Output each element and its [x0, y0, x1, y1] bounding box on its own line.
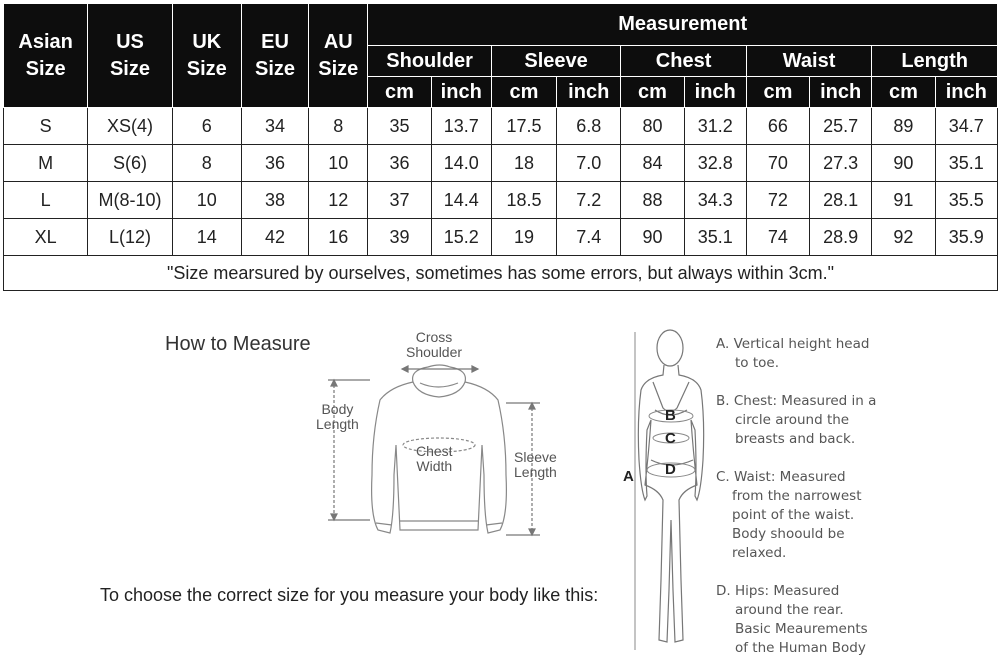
table-cell: 36 [368, 145, 431, 182]
header-length: Length [872, 46, 998, 77]
unit-cm: cm [872, 77, 935, 108]
header-uk-size: UK Size [172, 4, 241, 108]
table-cell: 19 [491, 219, 556, 256]
table-cell: 12 [309, 182, 368, 219]
unit-cm: cm [746, 77, 809, 108]
header-measurement: Measurement [368, 4, 998, 46]
table-row [4, 108, 998, 145]
table-cell: 39 [368, 219, 431, 256]
table-cell: 6.8 [557, 108, 621, 145]
table-cell: 66 [746, 108, 809, 145]
unit-cm: cm [368, 77, 431, 108]
table-cell: 14 [172, 219, 241, 256]
header-eu-size: EU Size [241, 4, 308, 108]
table-cell: 35 [368, 108, 431, 145]
marker-c: C [665, 430, 676, 447]
table-cell: 80 [621, 108, 684, 145]
table-cell: 14.4 [431, 182, 491, 219]
table-cell: 36 [241, 145, 308, 182]
table-cell: 25.7 [810, 108, 872, 145]
marker-b: B [665, 407, 676, 424]
measure-instruction: To choose the correct size for you measure your body like this: [100, 585, 599, 605]
body-figure [615, 320, 715, 660]
table-cell: 74 [746, 219, 809, 256]
marker-d: D [665, 461, 676, 478]
unit-cm: cm [621, 77, 684, 108]
table-cell: 37 [368, 182, 431, 219]
table-cell: 28.1 [810, 182, 872, 219]
table-header [4, 4, 998, 108]
table-cell: 92 [872, 219, 935, 256]
table-cell: 31.2 [684, 108, 746, 145]
table-row [4, 219, 998, 256]
label-chest-width: Chest Width [416, 443, 453, 474]
table-cell: 16 [309, 219, 368, 256]
table-cell: 17.5 [491, 108, 556, 145]
table-cell: 6 [172, 108, 241, 145]
table-cell: 28.9 [810, 219, 872, 256]
header-us-size: US Size [88, 4, 172, 108]
table-cell: 27.3 [810, 145, 872, 182]
table-cell: 18.5 [491, 182, 556, 219]
table-cell: 89 [872, 108, 935, 145]
description-a: A. Vertical height head to toe. [716, 336, 870, 371]
table-cell: 34.7 [935, 108, 997, 145]
table-cell: 18 [491, 145, 556, 182]
size-chart-table [3, 3, 998, 291]
table-cell: 10 [172, 182, 241, 219]
table-cell: 90 [621, 219, 684, 256]
unit-inch: inch [431, 77, 491, 108]
table-cell: 38 [241, 182, 308, 219]
table-cell: 35.9 [935, 219, 997, 256]
table-cell: 7.2 [557, 182, 621, 219]
table-cell: S(6) [88, 145, 172, 182]
table-cell: 91 [872, 182, 935, 219]
table-cell: XS(4) [88, 108, 172, 145]
table-row [4, 182, 998, 219]
label-sleeve-length: Sleeve Length [514, 449, 557, 480]
table-cell: 70 [746, 145, 809, 182]
table-cell: 10 [309, 145, 368, 182]
header-asian-size: Asian Size [4, 4, 88, 108]
table-cell: 7.0 [557, 145, 621, 182]
table-cell: 35.1 [684, 219, 746, 256]
table-note-row [4, 256, 998, 291]
table-cell: 84 [621, 145, 684, 182]
table-cell: 34.3 [684, 182, 746, 219]
label-body-length: Body Length [316, 401, 359, 432]
table-cell: 72 [746, 182, 809, 219]
header-chest: Chest [621, 46, 746, 77]
table-cell: 88 [621, 182, 684, 219]
marker-a: A [623, 468, 634, 485]
size-note: "Size mearsured by ourselves, sometimes has some errors, but always within 3cm." [4, 256, 998, 291]
table-cell: 90 [872, 145, 935, 182]
table-cell: 34 [241, 108, 308, 145]
label-cross-shoulder: Cross Shoulder [406, 329, 463, 360]
unit-inch: inch [684, 77, 746, 108]
table-cell: 13.7 [431, 108, 491, 145]
table-cell: 32.8 [684, 145, 746, 182]
header-au-size: AU Size [309, 4, 368, 108]
table-cell: 14.0 [431, 145, 491, 182]
unit-inch: inch [935, 77, 997, 108]
description-c: C. Waist: Measured from the narrowest point of the waist. Body shoould be relaxed. [716, 469, 862, 561]
table-row [4, 145, 998, 182]
table-cell: 35.5 [935, 182, 997, 219]
unit-inch: inch [557, 77, 621, 108]
unit-cm: cm [491, 77, 556, 108]
table-cell: 35.1 [935, 145, 997, 182]
unit-inch: inch [810, 77, 872, 108]
table-cell: XL [4, 219, 88, 256]
description-b: B. Chest: Measured in a circle around the breasts and back. [716, 393, 877, 447]
header-waist: Waist [746, 46, 871, 77]
table-cell: 15.2 [431, 219, 491, 256]
table-body [4, 108, 998, 291]
table-cell: S [4, 108, 88, 145]
description-d: D. Hips: Measured around the rear. Basic Meaurements of the Human Body [716, 583, 868, 656]
header-shoulder: Shoulder [368, 46, 491, 77]
table-cell: M [4, 145, 88, 182]
table-cell: 7.4 [557, 219, 621, 256]
how-to-measure-title: How to Measure [165, 333, 311, 355]
table-cell: 8 [172, 145, 241, 182]
header-sleeve: Sleeve [491, 46, 621, 77]
table-cell: 42 [241, 219, 308, 256]
table-cell: 8 [309, 108, 368, 145]
table-cell: M(8-10) [88, 182, 172, 219]
table-cell: L(12) [88, 219, 172, 256]
table-cell: L [4, 182, 88, 219]
